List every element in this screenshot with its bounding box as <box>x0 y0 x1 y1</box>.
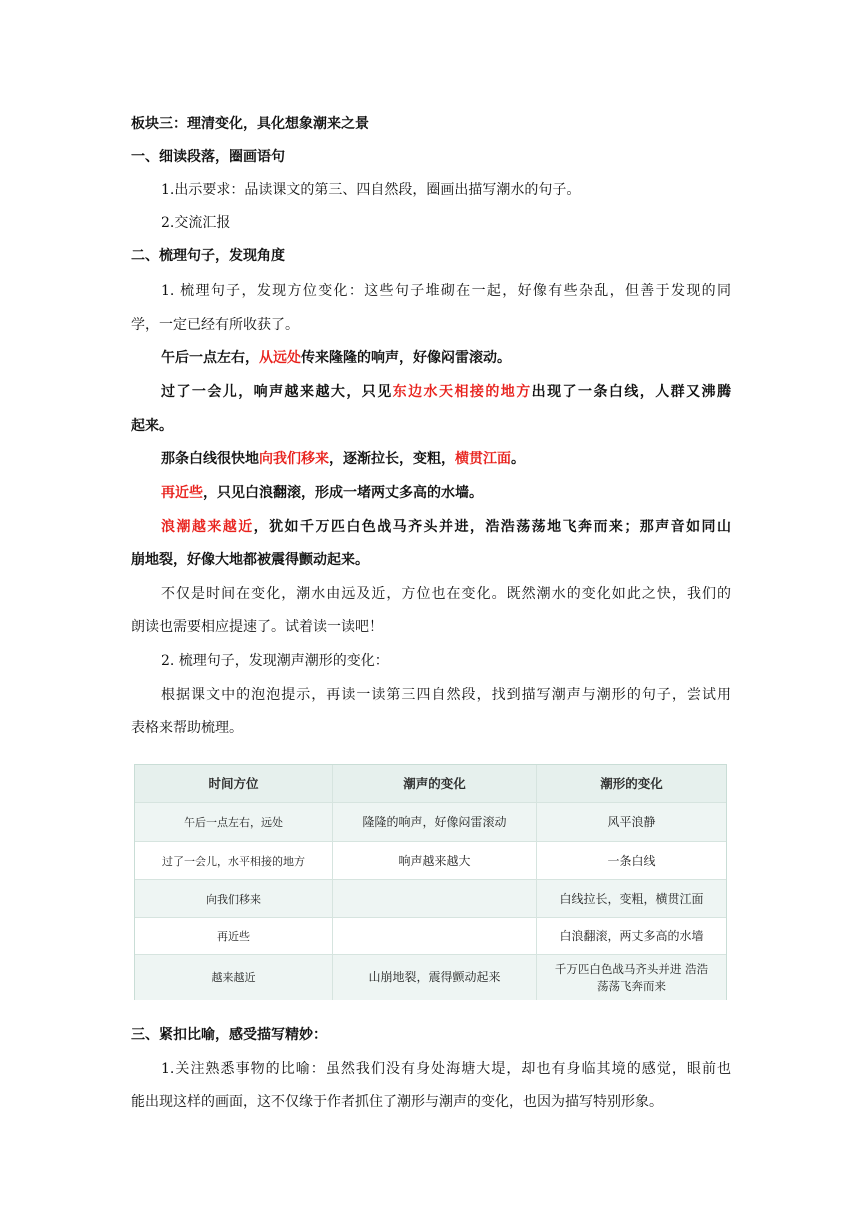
part2-item1-line1: 1. 梳理句子，发现方位变化：这些句子堆砌在一起，好像有些杂乱，但善于发现的同 <box>161 283 731 299</box>
sentence-2-line2: 起来。 <box>131 418 173 434</box>
part3-item1-line1: 1.关注熟悉事物的比喻：虽然我们没有身处海塘大堤，却也有身临其境的感觉，眼前也 <box>161 1061 731 1077</box>
sentence-2-highlight: 东边水天相接的地方 <box>392 384 532 400</box>
part1-item1: 1.出示要求：品读课文的第三、四自然段，圈画出描写潮水的句子。 <box>161 182 581 198</box>
sentence-5-line1 <box>161 517 731 537</box>
sentence-5-line2: 崩地裂，好像大地都被震得颤动起来。 <box>131 552 369 568</box>
table-cell: 白线拉长，变粗，横贯江面 <box>559 891 704 906</box>
table-header-cell: 潮形的变化 <box>537 765 726 802</box>
table-cell: 过了一会儿，水平相接的地方 <box>135 842 333 880</box>
sentence-3 <box>161 449 731 469</box>
table-row <box>135 954 726 1000</box>
para1-line1: 不仅是时间在变化，潮水由远及近，方位也在变化。既然潮水的变化如此之快，我们的 <box>161 586 731 602</box>
part2-item1-line2: 学，一定已经有所收获了。 <box>131 317 299 333</box>
part2-item2: 2. 梳理句子，发现潮声潮形的变化： <box>161 653 389 669</box>
sentence-2-line1 <box>161 382 731 402</box>
table-row <box>135 917 726 955</box>
table-header-row <box>135 765 726 802</box>
sentence-2-b: 出现了一条白线，人群又沸腾 <box>531 384 732 400</box>
para2-line1: 根据课文中的泡泡提示，再读一读第三四自然段，找到描写潮声与潮形的句子，尝试用 <box>161 687 731 703</box>
para2-line2: 表格来帮助梳理。 <box>131 720 243 736</box>
sentence-5-b: ，犹如千万匹白色战马齐头并进，浩浩荡荡地飞奔而来；那声音如同山 <box>253 519 732 535</box>
table-cell: 千万匹白色战马齐头并进 浩浩荡荡飞奔而来 <box>554 961 709 993</box>
part3-item1-line2: 能出现这样的画面，这不仅缘于作者抓住了潮形与潮声的变化，也因为描写特别形象。 <box>131 1094 663 1110</box>
table-cell <box>333 880 537 918</box>
table-cell: 午后一点左右，远处 <box>135 803 333 842</box>
table-header-cell: 潮声的变化 <box>333 765 537 802</box>
part1-heading: 一、细读段落，圈画语句 <box>131 149 285 165</box>
section-title: 板块三：理清变化，具化想象潮来之景 <box>131 116 369 132</box>
table-cell <box>333 918 537 955</box>
table-cell: 山崩地裂，震得颤动起来 <box>333 955 537 1000</box>
table-cell: 一条白线 <box>607 853 656 868</box>
part3-heading: 三、紧扣比喻，感受描写精妙： <box>131 1027 327 1043</box>
table-cell: 向我们移来 <box>135 880 333 918</box>
part2-heading: 二、梳理句子，发现角度 <box>131 248 285 264</box>
sentence-3-highlight-1: 向我们移来 <box>259 451 329 467</box>
sentence-1-a: 午后一点左右， <box>161 350 259 366</box>
table-cell: 响声越来越大 <box>333 842 537 880</box>
sentence-4-highlight: 再近些 <box>161 485 203 501</box>
sentence-3-c: 。 <box>511 451 525 467</box>
sentence-5-highlight: 浪潮越来越近 <box>161 519 254 535</box>
para1-line2: 朗读也需要相应提速了。试着读一读吧！ <box>131 619 383 635</box>
sentence-1-highlight: 从远处 <box>259 350 301 366</box>
table-cell: 隆隆的响声，好像闷雷滚动 <box>333 803 537 842</box>
table-cell: 再近些 <box>135 918 333 955</box>
table-cell: 越来越近 <box>135 955 333 1000</box>
sentence-4 <box>161 483 731 503</box>
table-cell: 风平浪静 <box>607 815 656 829</box>
sentence-2-a: 过了一会儿，响声越来越大，只见 <box>161 384 393 400</box>
sentence-1-b: 传来隆隆的响声，好像闷雷滚动。 <box>301 350 511 366</box>
sentence-3-a: 那条白线很快地 <box>161 451 259 467</box>
table-cell: 白浪翻滚，两丈多高的水墙 <box>559 929 704 943</box>
table-row <box>135 841 726 880</box>
part1-item2: 2.交流汇报 <box>161 215 231 231</box>
table-header-cell: 时间方位 <box>135 765 333 802</box>
table-row <box>135 879 726 918</box>
sentence-1 <box>161 348 731 368</box>
sentence-3-highlight-2: 横贯江面 <box>455 451 511 467</box>
sentence-3-b: ，逐渐拉长，变粗， <box>329 451 455 467</box>
summary-table <box>134 764 727 1000</box>
sentence-4-b: ，只见白浪翻滚，形成一堵两丈多高的水墙。 <box>203 485 483 501</box>
table-row <box>135 802 726 842</box>
